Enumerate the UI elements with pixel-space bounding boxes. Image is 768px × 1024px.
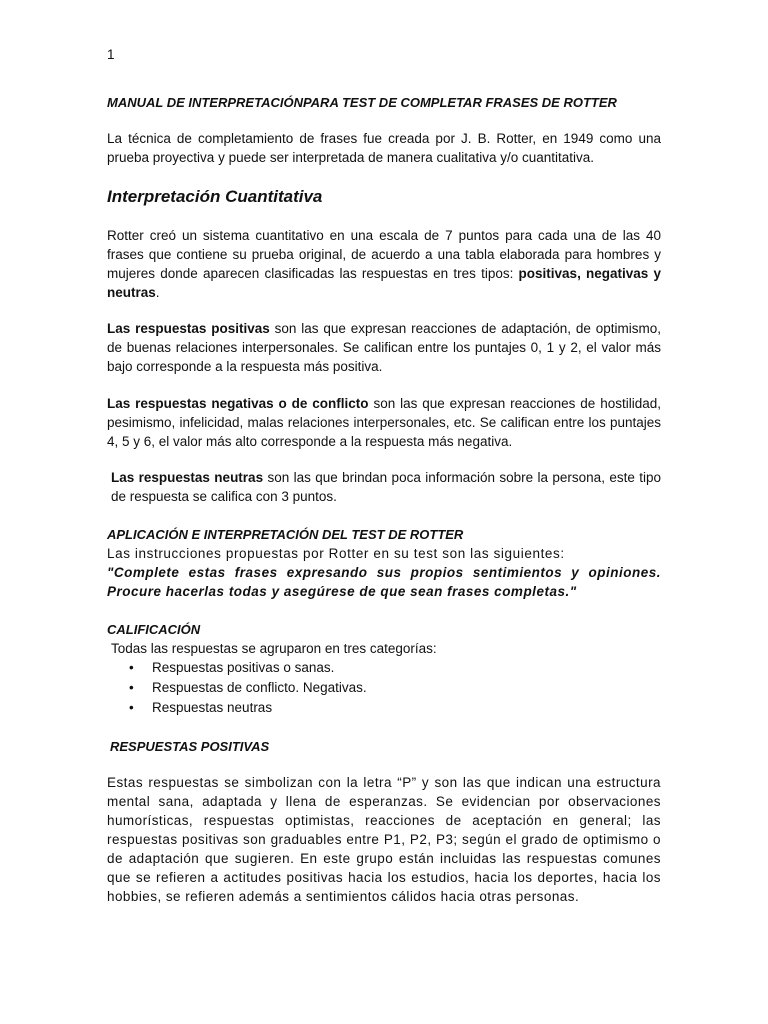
- positivas-paragraph: [107, 319, 661, 376]
- calificacion-intro: Todas las respuestas se agruparon en tres categorías:: [111, 641, 437, 656]
- positivas-term: Las respuestas positivas: [107, 321, 270, 336]
- list-item: [107, 658, 661, 678]
- negativas-term: Las respuestas negativas o de conflicto: [107, 396, 369, 411]
- list-item-label: Respuestas positivas o sanas.: [152, 660, 335, 675]
- neutras-term: Las respuestas neutras: [111, 470, 264, 485]
- respuestas-positivas-heading: RESPUESTAS POSITIVAS: [110, 739, 270, 754]
- page-number: 1: [107, 47, 115, 62]
- positivas-text: son las que expresan reacciones de adaptación, de optimismo, de buenas relaciones interpersonales. Se califican entre los puntajes 0, 1 y 2, el valor más bajo corresponde a la respuesta más positiva.: [107, 321, 661, 374]
- list-item-label: Respuestas neutras: [152, 700, 273, 715]
- calificacion-list: [107, 658, 661, 718]
- bullet: •: [129, 660, 134, 675]
- list-item: [107, 698, 661, 718]
- calificacion-heading: CALIFICACIÓN: [107, 622, 201, 637]
- respuestas-positivas-paragraph: Estas respuestas se simbolizan con la letra “P” y son las que indican una estructura mental sana, adaptada y llena de esperanzas. Se evidencian por observaciones humorísticas, respuestas optimistas, reacciones de aceptación en general; las respuestas positivas son graduables entre P1, P2, P3; según el grado de optimismo o de adaptación que sugieren. En este grupo están incluidas las respuestas comunes que se refieren a actitudes positivas hacia los estudios, hacia los deportes, hacia los hobbies, se refieren además a sentimientos cálidos hacia otras personas.: [107, 775, 661, 904]
- bullet: •: [129, 700, 134, 715]
- section-heading-cuantitativa: Interpretación Cuantitativa: [107, 187, 323, 206]
- neutras-paragraph: [107, 468, 661, 506]
- cuantitativa-paragraph: [107, 226, 661, 302]
- neutras-text: son las que brindan poca información sobre la persona, este tipo de respuesta se califica con 3 puntos.: [111, 470, 661, 504]
- list-item: [107, 678, 661, 698]
- bullet: •: [129, 680, 134, 695]
- cuantitativa-text: Rotter creó un sistema cuantitativo en una escala de 7 puntos para cada una de las 40 frases que contiene su prueba original, de acuerdo a una tabla elaborada para hombres y mujeres donde aparecen clasificadas las respuestas en tres tipos:: [107, 228, 661, 281]
- list-item-label: Respuestas de conflicto. Negativas.: [152, 680, 367, 695]
- aplicacion-heading: APLICACIÓN E INTERPRETACIÓN DEL TEST DE ROTTER: [107, 527, 464, 542]
- cuantitativa-bold: positivas, negativas y neutras: [107, 266, 662, 300]
- document-title: MANUAL DE INTERPRETACIÓNPARA TEST DE COMPLETAR FRASES DE ROTTER: [107, 95, 617, 110]
- intro-paragraph: La técnica de completamiento de frases fue creada por J. B. Rotter, en 1949 como una prueba proyectiva y puede ser interpretada de manera cualitativa y/o cuantitativa.: [107, 131, 661, 165]
- negativas-paragraph: [107, 394, 661, 451]
- cuantitativa-end: .: [155, 285, 160, 300]
- aplicacion-instructions: Las instrucciones propuestas por Rotter en su test son las siguientes:: [107, 546, 565, 561]
- aplicacion-quote: "Complete estas frases expresando sus propios sentimientos y opiniones. Procure hacerlas todas y asegúrese de que sean frases completas.": [107, 565, 661, 599]
- negativas-text: son las que expresan reacciones de hostilidad, pesimismo, infelicidad, malas relaciones interpersonales, etc. Se califican entre los puntajes 4, 5 y 6, el valor más alto corresponde a la respuesta más negativa.: [107, 396, 661, 449]
